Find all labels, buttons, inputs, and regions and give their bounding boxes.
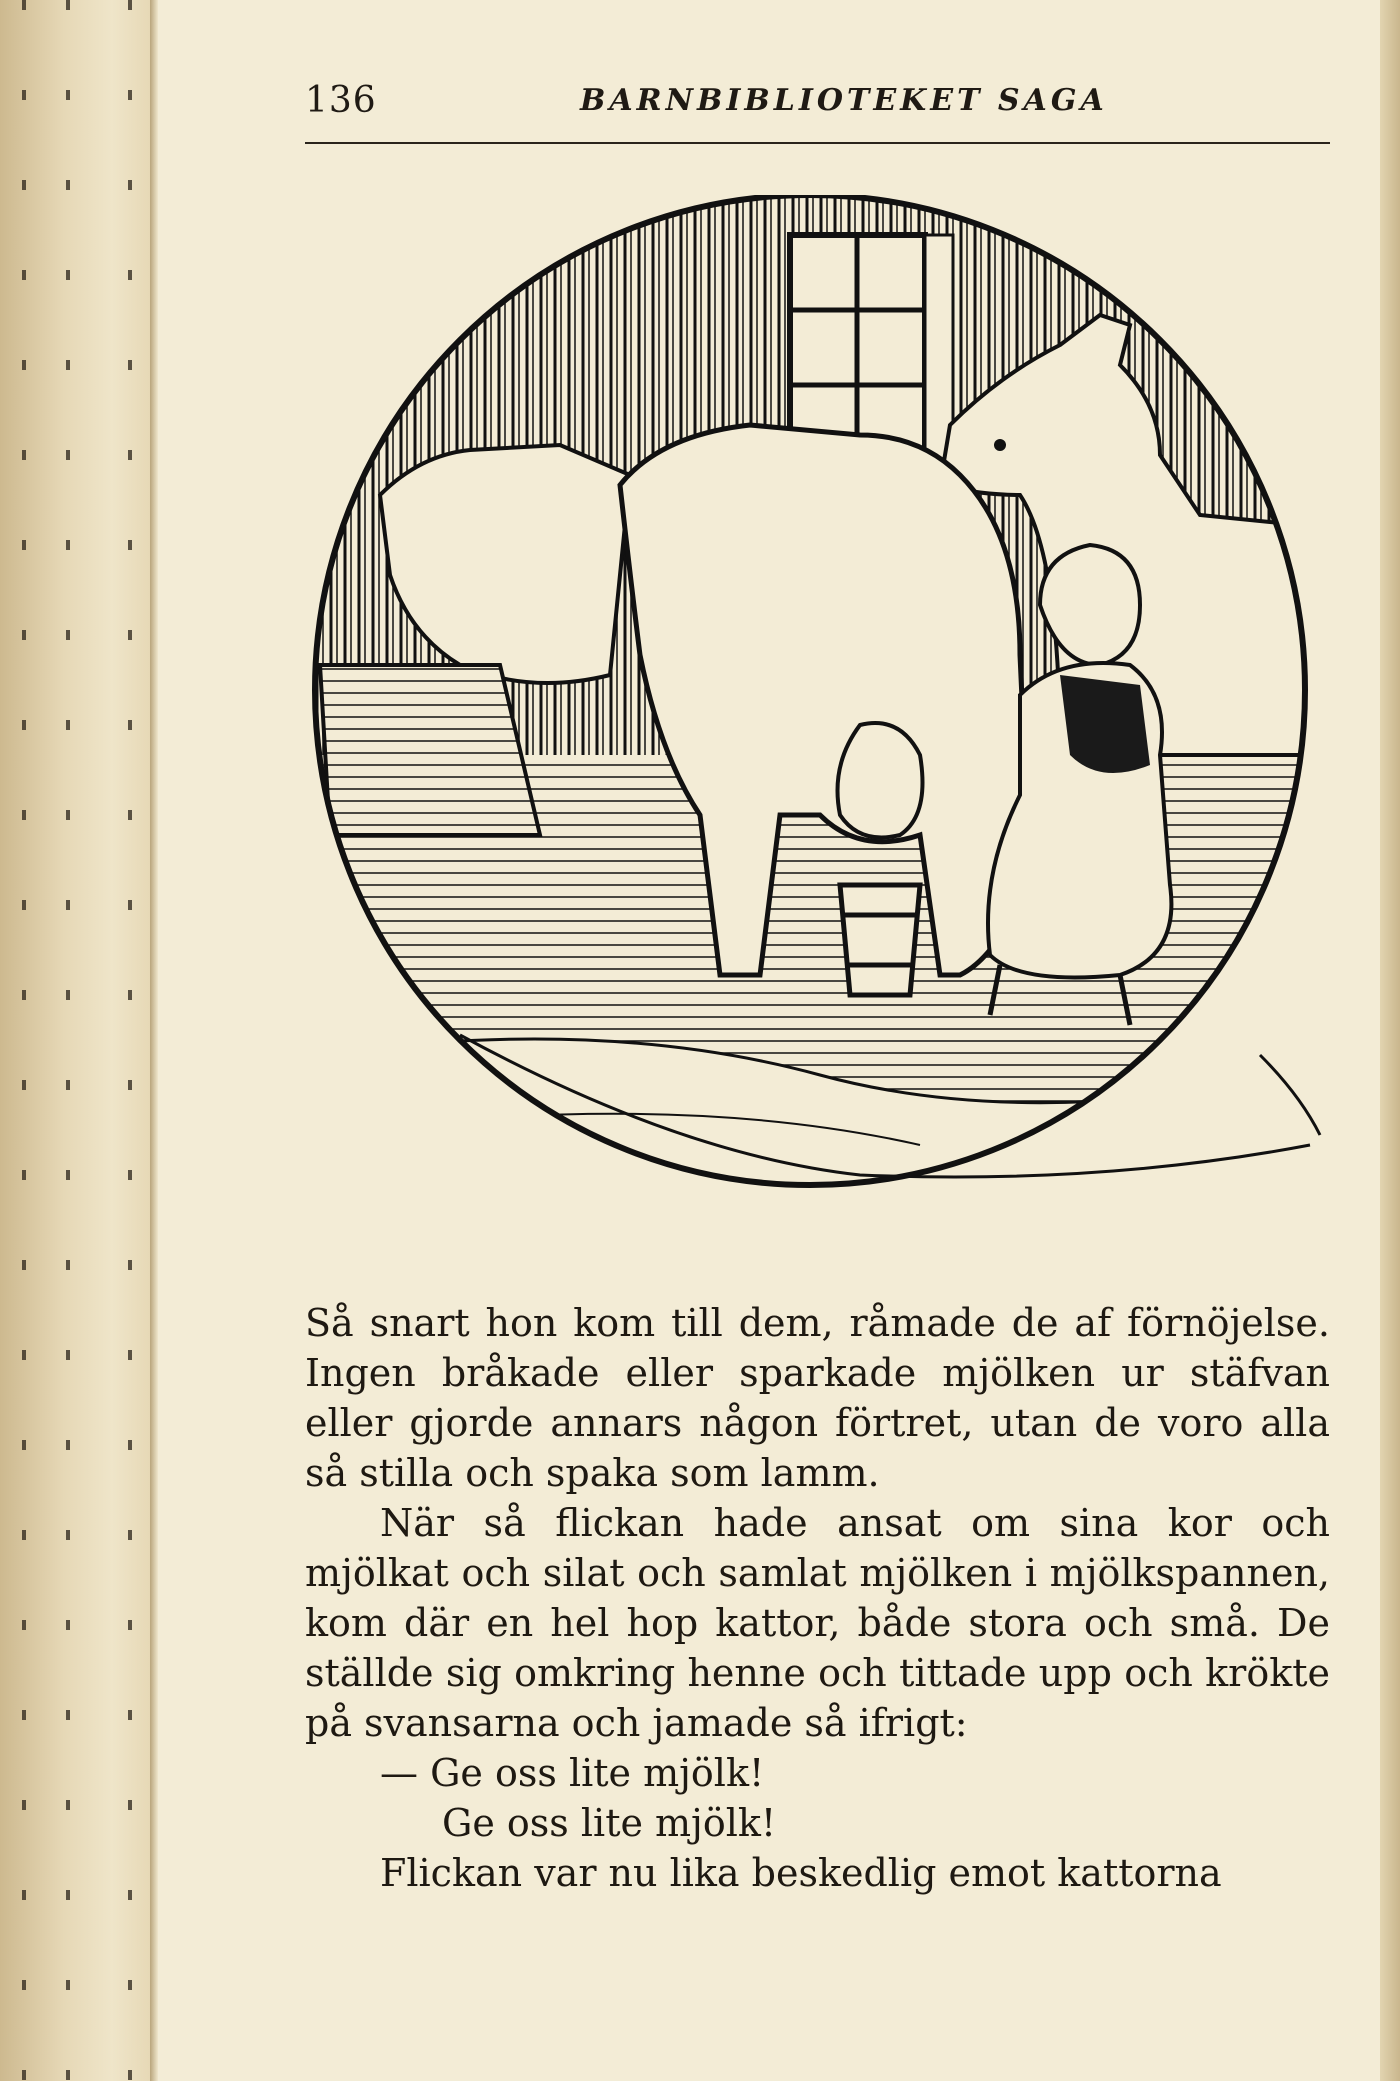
paragraph-3: Flickan var nu lika beskedlig emot kattorna bbox=[380, 1851, 1222, 1895]
page-right-edge bbox=[1380, 0, 1400, 2081]
paragraph-1: Så snart hon kom till dem, råmade de af förnöjelse. Ingen bråkade eller sparkade mjölken ur stäfvan eller gjorde annars någon förtret, utan de voro alla så stilla och spaka som lamm. bbox=[305, 1301, 1330, 1495]
page-number: 136 bbox=[305, 80, 377, 121]
gutter-shadow bbox=[150, 0, 158, 2081]
dialogue-line-2: Ge oss lite mjölk! bbox=[442, 1801, 777, 1845]
header-rule bbox=[305, 142, 1330, 144]
gutter-page-edges-right bbox=[128, 0, 132, 2081]
illustration-scene bbox=[300, 195, 1340, 1235]
running-head bbox=[305, 80, 1325, 140]
body-text bbox=[305, 1298, 1330, 1898]
milk-pail bbox=[840, 885, 920, 995]
girl-milking-cows-illustration bbox=[300, 195, 1340, 1235]
hay-rack bbox=[320, 665, 540, 835]
paragraph-2: När så flickan hade ansat om sina kor och mjölkat och silat och samlat mjölken i mjölkspannen, kom där en hel hop kattor, både stora och små. De ställde sig omkring henne och tittade upp och krökte på svansarna och jamade så ifrigt: bbox=[305, 1501, 1330, 1745]
dialogue-line-1: — Ge oss lite mjölk! bbox=[380, 1751, 765, 1795]
running-title: BARNBIBLIOTEKET SAGA bbox=[580, 83, 1108, 118]
gutter-page-edges-left bbox=[22, 0, 26, 2081]
book-gutter bbox=[0, 0, 160, 2081]
gutter-page-edges-middle bbox=[66, 0, 70, 2081]
